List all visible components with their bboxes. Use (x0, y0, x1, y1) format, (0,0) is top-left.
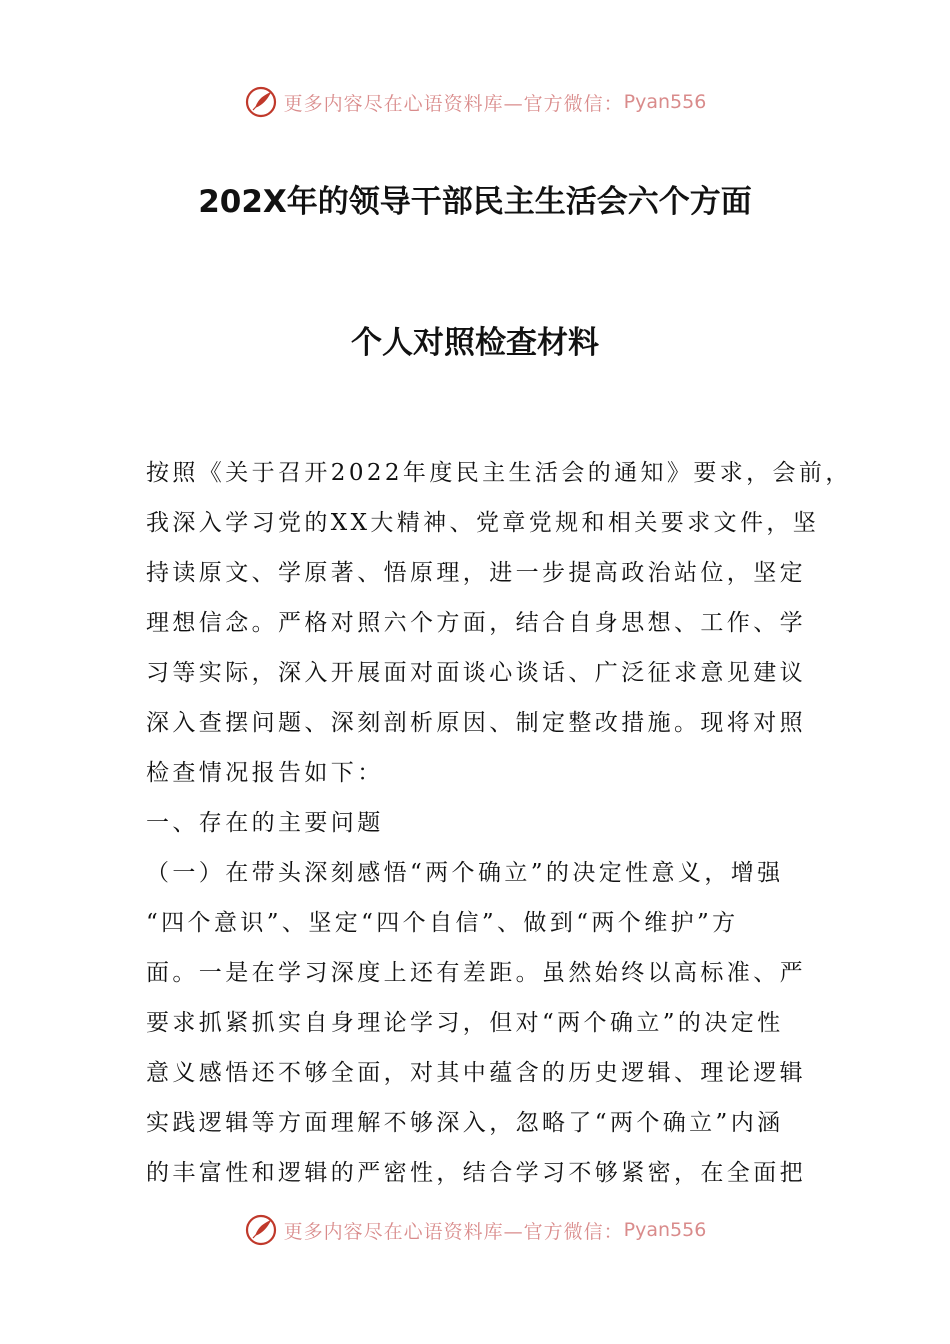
watermark-handle: Pyan556 (623, 1219, 707, 1241)
body-line: 习等实际，深入开展面对面谈心谈话、广泛征求意见建议 (146, 660, 806, 686)
body-line: 持读原文、学原著、悟原理，进一步提高政治站位，坚定 (146, 560, 806, 586)
watermark-header (0, 82, 950, 122)
body-line: 实践逻辑等方面理解不够深入，忽略了“两个确立”内涵 (146, 1110, 784, 1136)
section-heading: 一、存在的主要问题 (146, 810, 384, 836)
body-line: 我深入学习党的XX大精神、党章党规和相关要求文件，坚 (146, 510, 820, 536)
watermark-handle: Pyan556 (623, 91, 707, 113)
body-line: 检查情况报告如下： (146, 760, 384, 786)
document-title-line-1: 202X年的领导干部民主生活会六个方面 (198, 184, 752, 220)
quill-logo-icon (244, 85, 278, 119)
body-line: （一）在带头深刻感悟“两个确立”的决定性意义，增强 (146, 860, 784, 886)
body-line: 理想信念。严格对照六个方面，结合自身思想、工作、学 (146, 610, 806, 636)
quill-logo-icon (244, 1213, 278, 1247)
watermark-text: 更多内容尽在心语资料库—官方微信： (283, 92, 624, 115)
body-line: 要求抓紧抓实自身理论学习，但对“两个确立”的决定性 (146, 1010, 784, 1036)
watermark-footer (0, 1210, 950, 1250)
body-line: 按照《关于召开2022年度民主生活会的通知》要求，会前， (146, 460, 852, 486)
body-line: 深入查摆问题、深刻剖析原因、制定整改措施。现将对照 (146, 710, 806, 736)
document-title-line-2: 个人对照检查材料 (351, 325, 599, 361)
body-line: “四个意识”、坚定“四个自信”、做到“两个维护”方 (146, 910, 739, 936)
body-line: 面。一是在学习深度上还有差距。虽然始终以高标准、严 (146, 960, 806, 986)
document-body (146, 448, 852, 1198)
body-line: 意义感悟还不够全面，对其中蕴含的历史逻辑、理论逻辑 (146, 1060, 806, 1086)
body-line: 的丰富性和逻辑的严密性，结合学习不够紧密，在全面把 (146, 1160, 806, 1186)
watermark-text: 更多内容尽在心语资料库—官方微信： (283, 1220, 624, 1243)
